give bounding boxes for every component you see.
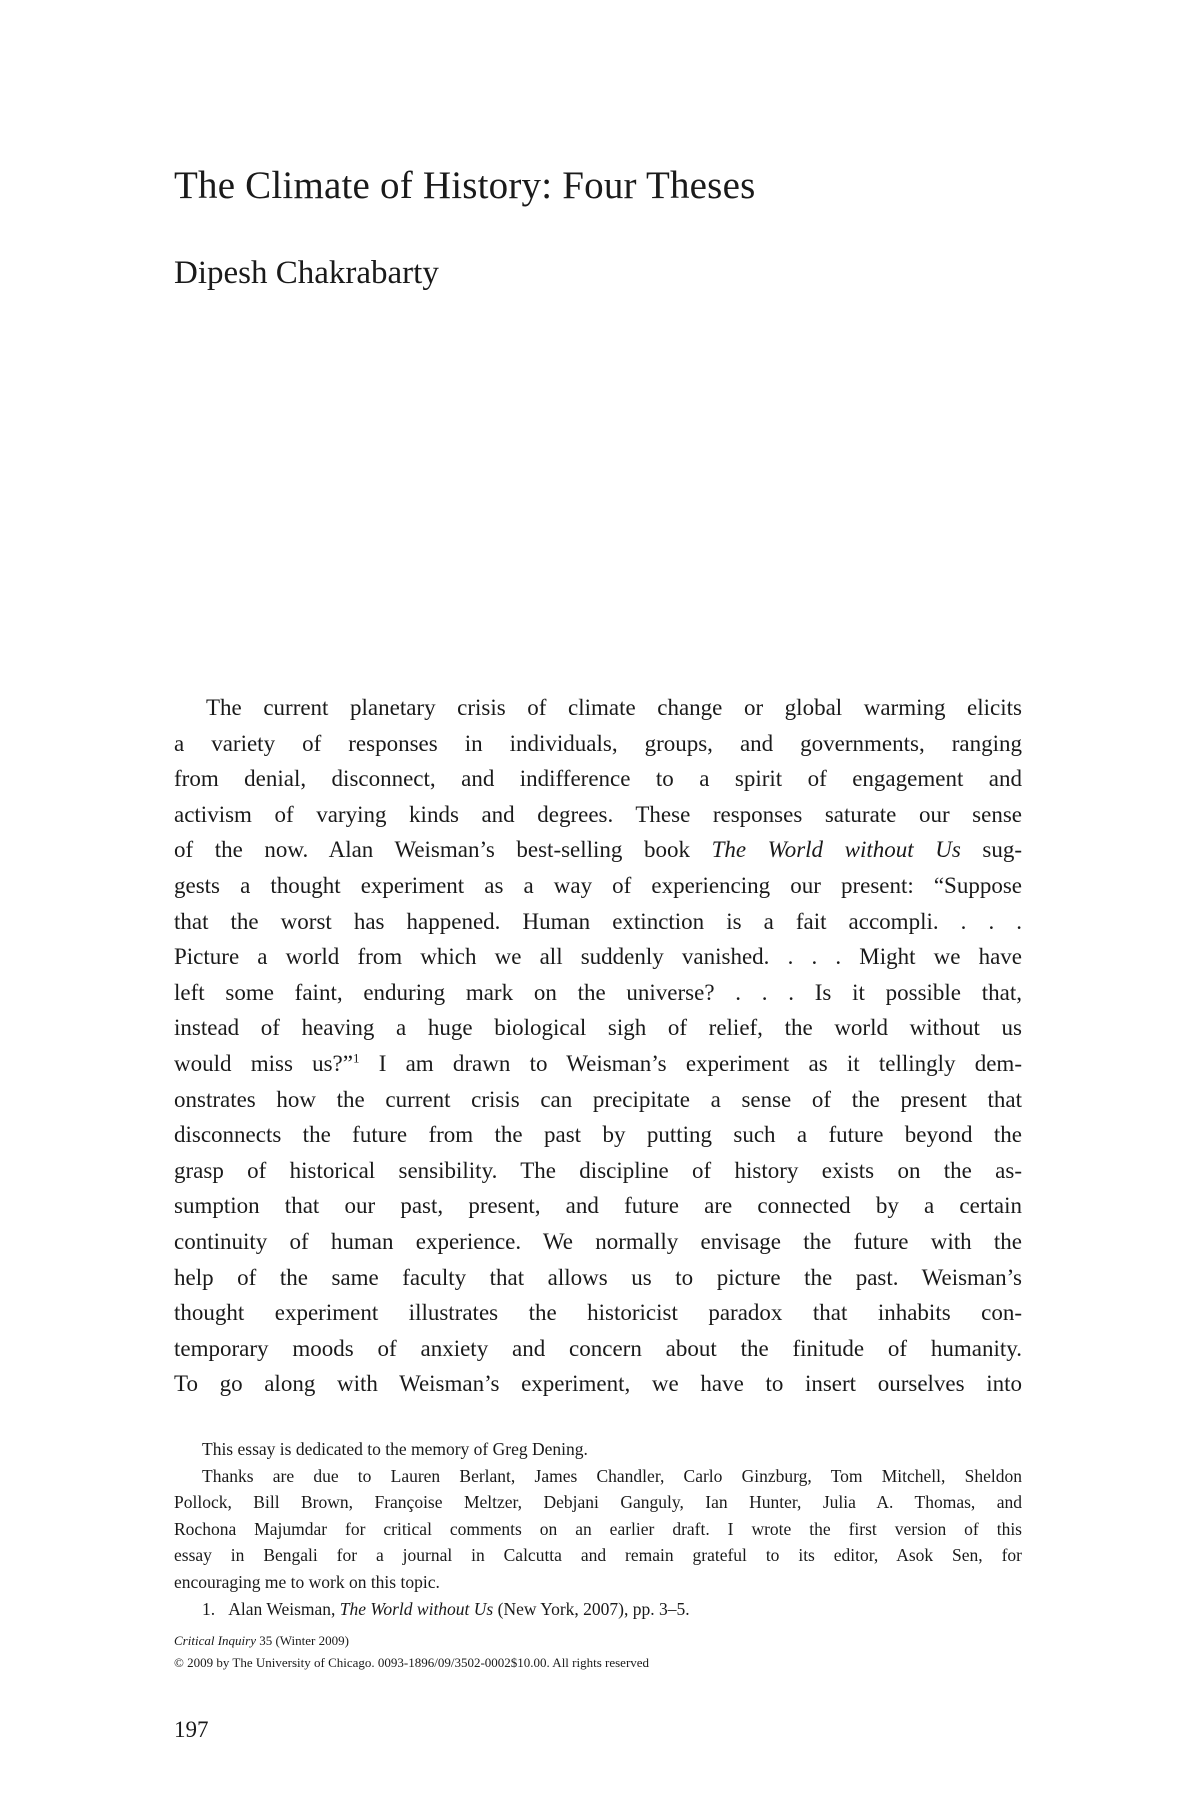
footnote-text: Alan Weisman, [228,1598,340,1619]
body-text-segment: would miss us?” [174,1050,353,1076]
acknowledgment-line: Rochona Majumdar for critical comments on an earlier draft. I wrote the first version of this [174,1518,1022,1539]
book-title-italic: The World without Us [711,837,961,863]
acknowledgment-line: encouraging me to work on this topic. [174,1571,440,1592]
body-line: Picture a world from which we all suddenly vanished. . . . Might we have [174,944,1022,970]
body-paragraph [174,690,1022,1402]
body-text-segment: I am drawn to Weisman’s experiment as it tellingly dem- [359,1050,1022,1076]
journal-name: Critical Inquiry [174,1633,256,1648]
body-line: temporary moods of anxiety and concern about the finitude of humanity. [174,1335,1022,1361]
article-author: Dipesh Chakrabarty [174,255,439,291]
body-text-segment: of the now. Alan Weisman’s best-selling book [174,837,712,863]
footnotes [174,1436,1022,1622]
page-number: 197 [174,1717,209,1742]
body-line: gests a thought experiment as a way of experiencing our present: “Suppose [174,872,1022,898]
footnote-number: 1. [202,1598,216,1619]
body-line: that the worst has happened. Human extinction is a fait accompli. . . . [174,908,1022,934]
body-line [174,1046,1022,1082]
body-line: from denial, disconnect, and indifference to a spirit of engagement and [174,766,1022,792]
acknowledgment-line: Thanks are due to Lauren Berlant, James Chandler, Carlo Ginzburg, Tom Mitchell, Sheldon [202,1465,1022,1486]
book-title-italic: The World without Us [339,1598,494,1619]
acknowledgment-line: essay in Bengali for a journal in Calcutta and remain grateful to its editor, Asok Sen, for [174,1545,1022,1566]
body-line: continuity of human experience. We normally envisage the future with the [174,1228,1022,1254]
body-line: grasp of historical sensibility. The discipline of history exists on the as- [174,1157,1022,1183]
copyright-line: © 2009 by The University of Chicago. 0093-1896/09/3502-0002$10.00. All rights reserved [174,1655,650,1670]
footnote-text: (New York, 2007), pp. 3–5. [493,1598,690,1619]
page-footer [174,1630,1022,1674]
article-title: The Climate of History: Four Theses [174,164,756,207]
body-line: disconnects the future from the past by putting such a future beyond the [174,1122,1022,1148]
body-text-segment: sug- [960,837,1022,863]
body-line: left some faint, enduring mark on the universe? . . . Is it possible that, [174,979,1022,1005]
body-line: sumption that our past, present, and future are connected by a certain [174,1193,1022,1219]
dedication-note: This essay is dedicated to the memory of Greg Dening. [202,1439,588,1459]
body-line: activism of varying kinds and degrees. These responses saturate our sense [174,801,1022,827]
body-line: help of the same faculty that allows us to picture the past. Weisman’s [174,1264,1022,1290]
journal-issue: 35 (Winter 2009) [255,1633,349,1648]
body-line: thought experiment illustrates the historicist paradox that inhabits con- [174,1300,1022,1326]
journal-citation [174,1630,1022,1652]
body-line: onstrates how the current crisis can precipitate a sense of the present that [174,1086,1022,1112]
body-line [174,832,1022,868]
acknowledgment-line: Pollock, Bill Brown, Françoise Meltzer, Debjani Ganguly, Ian Hunter, Julia A. Thomas, and [174,1492,1022,1513]
body-line: The current planetary crisis of climate change or global warming elicits [206,695,1022,720]
footnote-ref-1[interactable]: 1 [352,1050,360,1066]
footnote-1 [174,1596,1022,1623]
body-line: a variety of responses in individuals, groups, and governments, ranging [174,730,1022,756]
body-line: instead of heaving a huge biological sigh of relief, the world without us [174,1015,1022,1041]
body-line: To go along with Weisman’s experiment, we have to insert ourselves into [174,1371,1022,1397]
